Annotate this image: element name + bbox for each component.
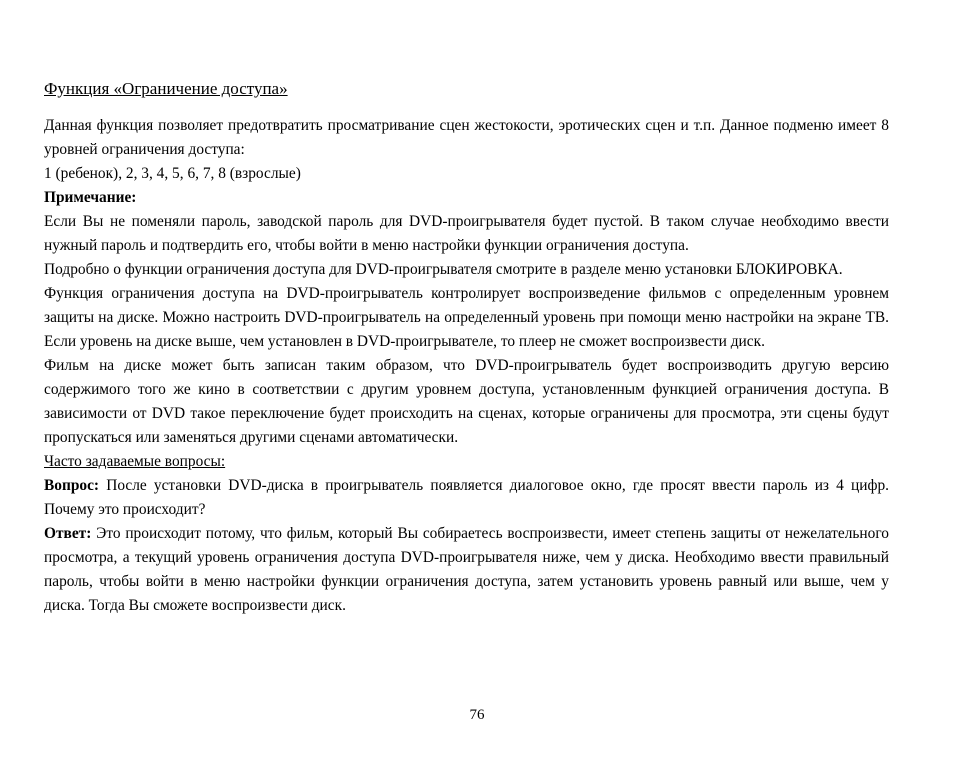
page-number: 76 [469,707,485,723]
answer-label: Ответ: [44,525,92,542]
question-text: После установки DVD-диска в проигрыватель появляется диалоговое окно, где просят ввести пароль из 4 цифр. Почему это происходит? [44,477,889,518]
document-body [44,78,889,618]
note-paragraph-lock-menu: Подробно о функции ограничения доступа для DVD-проигрывателя смотрите в разделе меню установки БЛОКИРОВКА. [44,261,843,278]
question-label: Вопрос: [44,477,100,494]
section-title: Функция «Ограничение доступа» [44,79,288,98]
levels-line: 1 (ребенок), 2, 3, 4, 5, 6, 7, 8 (взрослые) [44,165,301,182]
answer-text: Это происходит потому, что фильм, который Вы собираетесь воспроизвести, имеет степень защиты от нежелательного просмотра, а текущий уровень ограничения доступа DVD-проигрывателя ниже, чем у диска. Необходимо ввести правильный пароль, чтобы войти в меню настройки функции ограничения доступа, затем установить уровень равный или выше, чем у диска. Тогда Вы сможете воспроизвести диск. [44,525,889,614]
note-label: Примечание: [44,189,137,206]
faq-question [44,474,889,522]
note-paragraph-rating-control: Функция ограничения доступа на DVD-проигрыватель контролирует воспроизведение фильмов с определенным уровнем защиты на диске. Можно настроить DVD-проигрыватель на определенный уровень при помощи меню настройки на экране ТВ. Если уровень на диске выше, чем установлен в DVD-проигрывателе, то плеер не сможет воспроизвести диск. [44,285,889,350]
faq-heading: Часто задаваемые вопросы: [44,453,226,470]
note-paragraph-password: Если Вы не поменяли пароль, заводской пароль для DVD-проигрывателя будет пустой. В таком случае необходимо ввести нужный пароль и подтвердить его, чтобы войти в меню настройки функции ограничения доступа. [44,213,889,254]
note-paragraph-scene-switching: Фильм на диске может быть записан таким образом, что DVD-проигрыватель будет воспроизводить другую версию содержимого того же кино в соответствии с другим уровнем доступа, установленным функцией ограничения доступа. В зависимости от DVD такое переключение будет происходить на сценах, которые ограничены для просмотра, эти сцены будут пропускаться или заменяться другими сценами автоматически. [44,357,889,446]
intro-paragraph: Данная функция позволяет предотвратить просматривание сцен жестокости, эротических сцен и т.п. Данное подменю имеет 8 уровней ограничения доступа: [44,117,889,158]
faq-answer [44,522,889,618]
